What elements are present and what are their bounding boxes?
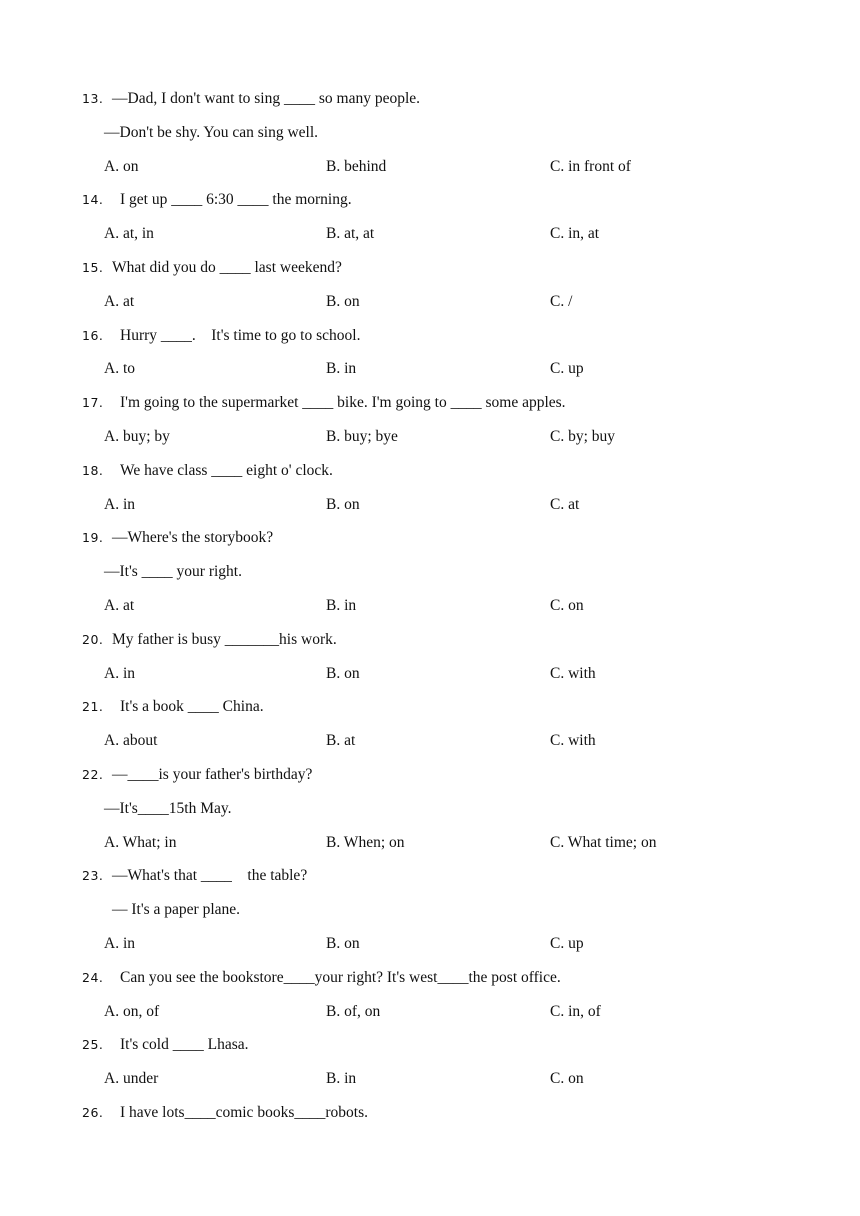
option-a[interactable]: A. at	[104, 292, 135, 310]
option-b[interactable]: B. at, at	[326, 225, 375, 243]
question-number: 24.	[82, 969, 104, 985]
question-number: 26.	[82, 1105, 104, 1120]
question-number: 23.	[82, 868, 104, 884]
question-line	[0, 625, 860, 655]
option-c[interactable]: C. up	[550, 360, 584, 378]
question-stem: I'm going to the supermarket ____ bike. I'm going to ____ some apples.	[120, 394, 566, 412]
option-b[interactable]: B. of, on	[326, 1002, 381, 1020]
question-number: 17.	[82, 395, 104, 411]
options-row	[0, 287, 860, 317]
question-stem: —Where's the storybook?	[112, 529, 274, 547]
question-line	[0, 253, 860, 283]
option-a[interactable]: A. buy; by	[104, 428, 170, 445]
question-line	[0, 861, 860, 891]
question-line	[0, 760, 860, 790]
question-line	[0, 692, 860, 722]
options-row	[0, 354, 860, 384]
options-row	[0, 591, 860, 621]
option-a[interactable]: A. to	[104, 360, 135, 378]
option-b[interactable]: B. When; on	[326, 833, 405, 851]
follow-up-text: —It's ____ your right.	[104, 563, 242, 581]
option-a[interactable]: A. in	[104, 664, 135, 682]
option-b[interactable]: B. behind	[326, 157, 387, 175]
option-a[interactable]: A. in	[104, 495, 135, 513]
option-c[interactable]: C. with	[550, 732, 596, 750]
question-line	[0, 1098, 860, 1128]
option-a[interactable]: A. about	[104, 732, 158, 750]
options-row	[0, 726, 860, 756]
question-stem: Hurry ____. It's time to go to school.	[120, 326, 361, 344]
question-stem: I get up ____ 6:30 ____ the morning.	[120, 191, 352, 209]
option-b[interactable]: B. on	[326, 935, 360, 952]
follow-up-line	[0, 794, 860, 824]
follow-up-text: —It's____15th May.	[104, 799, 232, 817]
follow-up-line	[0, 118, 860, 148]
option-a[interactable]: A. on, of	[104, 1002, 160, 1020]
question-number: 13.	[82, 91, 104, 106]
follow-up-text: — It's a paper plane.	[112, 901, 241, 919]
option-a[interactable]: A. on	[104, 157, 139, 175]
option-c[interactable]: C. up	[550, 935, 584, 952]
question-number: 19.	[82, 530, 104, 546]
option-c[interactable]: C. with	[550, 664, 596, 682]
option-c[interactable]: C. by; buy	[550, 428, 616, 445]
option-c[interactable]: C. on	[550, 1070, 584, 1088]
follow-up-text: —Don't be shy. You can sing well.	[104, 123, 319, 141]
option-a[interactable]: A. in	[104, 935, 135, 952]
option-c[interactable]: C. on	[550, 597, 584, 614]
question-stem: —What's that ____ the table?	[112, 867, 308, 885]
question-number: 25.	[82, 1037, 104, 1053]
question-stem: It's cold ____ Lhasa.	[120, 1036, 249, 1054]
question-number: 20.	[82, 631, 104, 647]
question-stem: Can you see the bookstore____your right? It's west____the post office.	[120, 968, 561, 986]
question-stem: —Dad, I don't want to sing ____ so many people.	[112, 90, 421, 107]
options-row	[0, 828, 860, 858]
options-row	[0, 219, 860, 249]
option-c[interactable]: C. in, of	[550, 1002, 601, 1020]
option-b[interactable]: B. in	[326, 360, 357, 378]
option-c[interactable]: C. in, at	[550, 225, 600, 243]
options-row	[0, 929, 860, 959]
options-row	[0, 490, 860, 520]
option-c[interactable]: C. at	[550, 495, 580, 513]
question-stem: It's a book ____ China.	[120, 698, 264, 716]
follow-up-line	[0, 557, 860, 587]
question-line	[0, 963, 860, 993]
question-stem: My father is busy _______his work.	[112, 630, 337, 648]
option-b[interactable]: B. in	[326, 597, 357, 614]
options-row	[0, 997, 860, 1027]
question-number: 14.	[82, 192, 104, 208]
question-line	[0, 185, 860, 215]
question-stem: I have lots____comic books____robots.	[120, 1104, 368, 1121]
options-row	[0, 422, 860, 452]
option-b[interactable]: B. buy; bye	[326, 428, 398, 445]
option-c[interactable]: C. /	[550, 292, 573, 310]
question-line	[0, 321, 860, 351]
question-number: 21.	[82, 699, 104, 715]
question-stem: —____is your father's birthday?	[112, 766, 313, 783]
question-line	[0, 84, 860, 114]
follow-up-line	[0, 895, 860, 925]
option-c[interactable]: C. What time; on	[550, 833, 657, 851]
option-b[interactable]: B. in	[326, 1070, 357, 1088]
options-row	[0, 152, 860, 182]
option-c[interactable]: C. in front of	[550, 157, 631, 175]
options-row	[0, 1064, 860, 1094]
question-line	[0, 1030, 860, 1060]
option-b[interactable]: B. at	[326, 732, 356, 750]
question-line	[0, 523, 860, 553]
question-number: 22.	[82, 767, 104, 782]
option-a[interactable]: A. under	[104, 1070, 159, 1088]
question-line	[0, 456, 860, 486]
option-a[interactable]: A. What; in	[104, 833, 177, 851]
option-b[interactable]: B. on	[326, 664, 360, 682]
options-row	[0, 659, 860, 689]
question-number: 18.	[82, 462, 104, 478]
option-b[interactable]: B. on	[326, 292, 360, 310]
question-stem: What did you do ____ last weekend?	[112, 259, 342, 276]
option-b[interactable]: B. on	[326, 495, 360, 513]
question-number: 15.	[82, 260, 104, 275]
question-line	[0, 388, 860, 418]
question-number: 16.	[82, 327, 104, 343]
option-a[interactable]: A. at, in	[104, 225, 154, 243]
option-a[interactable]: A. at	[104, 597, 135, 614]
question-stem: We have class ____ eight o' clock.	[120, 461, 333, 479]
